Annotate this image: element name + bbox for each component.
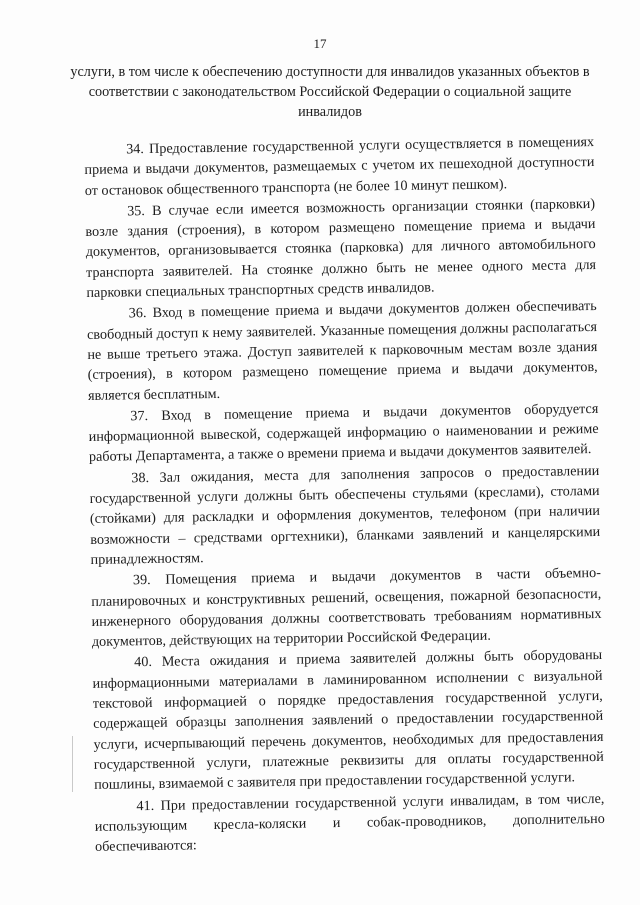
paragraph-41: 41. При предоставлении государственной услуги инвалидам, в том числе, использующим кресла-коляски и собак-проводников, дополнительно обеспечиваются: <box>94 790 605 856</box>
section-heading: услуги, в том числе к обеспечению доступности для инвалидов указанных объектов в соответствии с законодательством Российской Федерации о социальной защите инвалидов <box>70 64 590 120</box>
paragraph-34: 34. Предоставление государственной услуги осуществляется в помещениях приема и выдачи документов, размещаемых с учетом их пешеходной доступности от остановок общественного транспорта (не более 10 минут пешком). <box>84 133 595 199</box>
paragraph-38: 38. Зал ожидания, места для заполнения запросов о предоставлении государственной услуги должны быть обеспечены стульями (креслами), столами (стойками) для раскладки и оформления документов, телефоном (при наличии возможности – средствами оргтехники), бланками заявлений и канцелярскими принадлежностям. <box>89 462 601 568</box>
document-body <box>84 132 605 858</box>
paragraph-39: 39. Помещения приема и выдачи документов в части объемно-планировочных и конструктивных решений, освещения, пожарной безопасности, инженерного оборудования должны соответствовать требованиям нормативных документов, действующих на территории Российской Федерации. <box>91 565 602 651</box>
paragraph-36: 36. Вход в помещение приема и выдачи документов должен обеспечивать свободный доступ к нему заявителей. Указанные помещения должны располагаться не выше третьего этажа. Доступ заявителей к парковочным местам возле здания (строения), в котором размещено помещение приема и выдачи документов, является бесплатным. <box>86 298 598 404</box>
paragraph-40: 40. Места ожидания и приема заявителей должны быть оборудованы информационными материалами в ламинированном исполнении с визуальной текстовой информацией о порядке предоставления государственной услуги, содержащей образцы заполнения заявлений о предоставлении государственной услуги, исчерпывающий перечень документов, необходимых для предоставления государственной услуги, платежные реквизиты для оплаты государственной пошлины, взимаемой с заявителя при предоставлении государственной услуги. <box>92 647 604 794</box>
page-number: 17 <box>313 36 327 51</box>
paragraph-35: 35. В случае если имеется возможность организации стоянки (парковки) возле здания (строения), в котором размещено помещение приема и выдачи документов, организовывается стоянка (парковка) для личного автомобильного транспорта заявителей. На стоянке должно быть не менее одного места для парковки специальных транспортных средств инвалидов. <box>85 195 597 302</box>
scan-artifact-line <box>72 736 73 792</box>
paragraph-37: 37. Вход в помещение приема и выдачи документов оборудуется информационной вывеской, содержащей информацию о наименовании и режиме работы Департамента, а также о времени приема и выдачи документов заявителей. <box>88 400 599 466</box>
